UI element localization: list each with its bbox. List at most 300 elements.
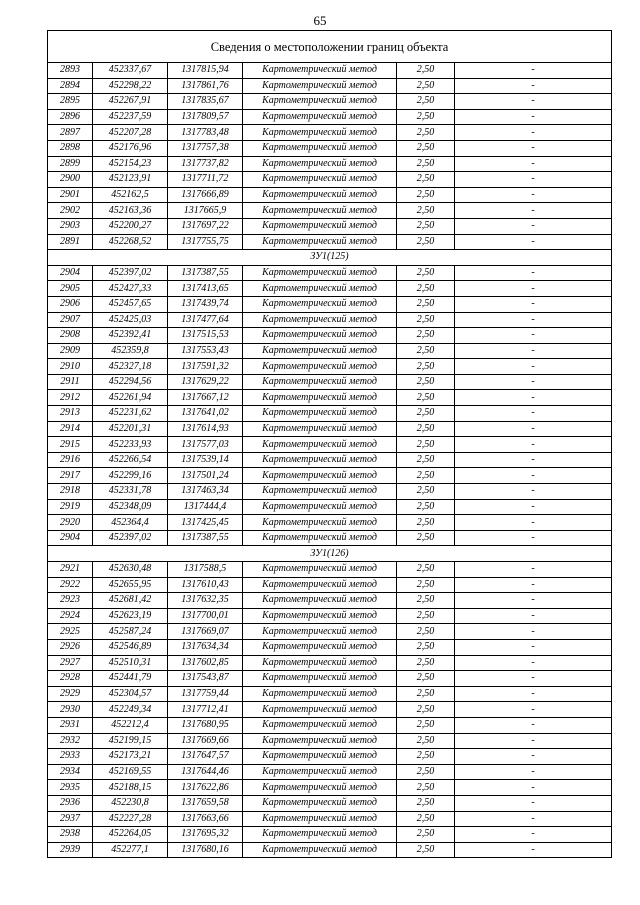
point-number-cell: 2939 <box>48 842 93 858</box>
x-coordinate-cell: 452331,78 <box>93 484 168 500</box>
method-cell: Картометрический метод <box>243 484 397 500</box>
point-number-cell: 2904 <box>48 530 93 546</box>
point-number-cell: 2923 <box>48 593 93 609</box>
description-cell: - <box>455 374 612 390</box>
y-coordinate-cell: 1317815,94 <box>168 63 243 79</box>
y-coordinate-cell: 1317577,03 <box>168 437 243 453</box>
description-cell: - <box>455 499 612 515</box>
page-number: 65 <box>313 13 327 28</box>
point-number-cell: 2916 <box>48 452 93 468</box>
x-coordinate-cell: 452304,57 <box>93 686 168 702</box>
method-cell: Картометрический метод <box>243 437 397 453</box>
method-cell: Картометрический метод <box>243 234 397 250</box>
point-number-cell: 2924 <box>48 608 93 624</box>
method-cell: Картометрический метод <box>243 749 397 765</box>
accuracy-cell: 2,50 <box>397 749 455 765</box>
table-row <box>48 468 612 484</box>
method-cell: Картометрический метод <box>243 515 397 531</box>
point-number-cell: 2893 <box>48 63 93 79</box>
y-coordinate-cell: 1317809,57 <box>168 109 243 125</box>
method-cell: Картометрический метод <box>243 811 397 827</box>
x-coordinate-cell: 452348,09 <box>93 499 168 515</box>
table-row <box>48 655 612 671</box>
description-cell: - <box>455 655 612 671</box>
description-cell: - <box>455 94 612 110</box>
y-coordinate-cell: 1317700,01 <box>168 608 243 624</box>
x-coordinate-cell: 452163,36 <box>93 203 168 219</box>
accuracy-cell: 2,50 <box>397 78 455 94</box>
point-number-cell: 2911 <box>48 374 93 390</box>
accuracy-cell: 2,50 <box>397 359 455 375</box>
y-coordinate-cell: 1317622,86 <box>168 780 243 796</box>
y-coordinate-cell: 1317737,82 <box>168 156 243 172</box>
description-cell: - <box>455 296 612 312</box>
point-number-cell: 2931 <box>48 717 93 733</box>
description-cell: - <box>455 203 612 219</box>
y-coordinate-cell: 1317463,34 <box>168 484 243 500</box>
table-row <box>48 827 612 843</box>
accuracy-cell: 2,50 <box>397 218 455 234</box>
accuracy-cell: 2,50 <box>397 795 455 811</box>
table-row <box>48 811 612 827</box>
description-cell: - <box>455 187 612 203</box>
method-cell: Картометрический метод <box>243 312 397 328</box>
point-number-cell: 2920 <box>48 515 93 531</box>
x-coordinate-cell: 452277,1 <box>93 842 168 858</box>
x-coordinate-cell: 452173,21 <box>93 749 168 765</box>
x-coordinate-cell: 452630,48 <box>93 562 168 578</box>
method-cell: Картометрический метод <box>243 125 397 141</box>
accuracy-cell: 2,50 <box>397 296 455 312</box>
x-coordinate-cell: 452162,5 <box>93 187 168 203</box>
table-row <box>48 749 612 765</box>
x-coordinate-cell: 452425,03 <box>93 312 168 328</box>
table-title: Сведения о местоположении границ объекта <box>48 31 612 63</box>
description-cell: - <box>455 359 612 375</box>
x-coordinate-cell: 452261,94 <box>93 390 168 406</box>
accuracy-cell: 2,50 <box>397 328 455 344</box>
x-coordinate-cell: 452397,02 <box>93 530 168 546</box>
table-row <box>48 140 612 156</box>
x-coordinate-cell: 452207,28 <box>93 125 168 141</box>
x-coordinate-cell: 452327,18 <box>93 359 168 375</box>
accuracy-cell: 2,50 <box>397 577 455 593</box>
point-number-cell: 2938 <box>48 827 93 843</box>
accuracy-cell: 2,50 <box>397 686 455 702</box>
x-coordinate-cell: 452154,23 <box>93 156 168 172</box>
method-cell: Картометрический метод <box>243 671 397 687</box>
table-row <box>48 421 612 437</box>
y-coordinate-cell: 1317667,12 <box>168 390 243 406</box>
table-row <box>48 639 612 655</box>
point-number-cell: 2929 <box>48 686 93 702</box>
description-cell: - <box>455 218 612 234</box>
y-coordinate-cell: 1317501,24 <box>168 468 243 484</box>
method-cell: Картометрический метод <box>243 686 397 702</box>
y-coordinate-cell: 1317387,55 <box>168 265 243 281</box>
table-row <box>48 156 612 172</box>
accuracy-cell: 2,50 <box>397 390 455 406</box>
table-row <box>48 608 612 624</box>
table-row <box>48 374 612 390</box>
x-coordinate-cell: 452227,28 <box>93 811 168 827</box>
description-cell: - <box>455 795 612 811</box>
point-number-cell: 2936 <box>48 795 93 811</box>
method-cell: Картометрический метод <box>243 468 397 484</box>
y-coordinate-cell: 1317759,44 <box>168 686 243 702</box>
accuracy-cell: 2,50 <box>397 562 455 578</box>
x-coordinate-cell: 452681,42 <box>93 593 168 609</box>
section-label: ЗУ1(125) <box>48 250 612 266</box>
point-number-cell: 2922 <box>48 577 93 593</box>
description-cell: - <box>455 608 612 624</box>
x-coordinate-cell: 452169,55 <box>93 764 168 780</box>
point-number-cell: 2935 <box>48 780 93 796</box>
y-coordinate-cell: 1317515,53 <box>168 328 243 344</box>
method-cell: Картометрический метод <box>243 764 397 780</box>
table-row <box>48 234 612 250</box>
x-coordinate-cell: 452397,02 <box>93 265 168 281</box>
table-row <box>48 328 612 344</box>
table-row <box>48 296 612 312</box>
point-number-cell: 2895 <box>48 94 93 110</box>
y-coordinate-cell: 1317634,34 <box>168 639 243 655</box>
method-cell: Картометрический метод <box>243 374 397 390</box>
accuracy-cell: 2,50 <box>397 125 455 141</box>
x-coordinate-cell: 452176,96 <box>93 140 168 156</box>
description-cell: - <box>455 780 612 796</box>
table-row <box>48 624 612 640</box>
method-cell: Картометрический метод <box>243 452 397 468</box>
description-cell: - <box>455 281 612 297</box>
point-number-cell: 2925 <box>48 624 93 640</box>
accuracy-cell: 2,50 <box>397 842 455 858</box>
point-number-cell: 2898 <box>48 140 93 156</box>
accuracy-cell: 2,50 <box>397 172 455 188</box>
table-row <box>48 125 612 141</box>
x-coordinate-cell: 452546,89 <box>93 639 168 655</box>
y-coordinate-cell: 1317861,76 <box>168 78 243 94</box>
x-coordinate-cell: 452299,16 <box>93 468 168 484</box>
accuracy-cell: 2,50 <box>397 421 455 437</box>
y-coordinate-cell: 1317641,02 <box>168 406 243 422</box>
description-cell: - <box>455 717 612 733</box>
description-cell: - <box>455 312 612 328</box>
description-cell: - <box>455 63 612 79</box>
table-row <box>48 452 612 468</box>
method-cell: Картометрический метод <box>243 140 397 156</box>
y-coordinate-cell: 1317477,64 <box>168 312 243 328</box>
x-coordinate-cell: 452237,59 <box>93 109 168 125</box>
point-number-cell: 2909 <box>48 343 93 359</box>
accuracy-cell: 2,50 <box>397 406 455 422</box>
table-row <box>48 187 612 203</box>
method-cell: Картометрический метод <box>243 593 397 609</box>
method-cell: Картометрический метод <box>243 359 397 375</box>
x-coordinate-cell: 452249,34 <box>93 702 168 718</box>
description-cell: - <box>455 733 612 749</box>
x-coordinate-cell: 452337,67 <box>93 63 168 79</box>
point-number-cell: 2915 <box>48 437 93 453</box>
accuracy-cell: 2,50 <box>397 63 455 79</box>
table-row <box>48 686 612 702</box>
accuracy-cell: 2,50 <box>397 140 455 156</box>
method-cell: Картометрический метод <box>243 390 397 406</box>
method-cell: Картометрический метод <box>243 218 397 234</box>
point-number-cell: 2932 <box>48 733 93 749</box>
x-coordinate-cell: 452123,91 <box>93 172 168 188</box>
description-cell: - <box>455 639 612 655</box>
y-coordinate-cell: 1317669,66 <box>168 733 243 749</box>
table-row <box>48 406 612 422</box>
point-number-cell: 2914 <box>48 421 93 437</box>
description-cell: - <box>455 827 612 843</box>
x-coordinate-cell: 452199,15 <box>93 733 168 749</box>
method-cell: Картометрический метод <box>243 499 397 515</box>
table-row <box>48 671 612 687</box>
table-row <box>48 764 612 780</box>
x-coordinate-cell: 452392,41 <box>93 328 168 344</box>
table-row <box>48 499 612 515</box>
method-cell: Картометрический метод <box>243 156 397 172</box>
y-coordinate-cell: 1317614,93 <box>168 421 243 437</box>
y-coordinate-cell: 1317543,87 <box>168 671 243 687</box>
point-number-cell: 2930 <box>48 702 93 718</box>
point-number-cell: 2906 <box>48 296 93 312</box>
point-number-cell: 2901 <box>48 187 93 203</box>
accuracy-cell: 2,50 <box>397 780 455 796</box>
point-number-cell: 2900 <box>48 172 93 188</box>
accuracy-cell: 2,50 <box>397 374 455 390</box>
section-header-row <box>48 250 612 266</box>
description-cell: - <box>455 421 612 437</box>
accuracy-cell: 2,50 <box>397 499 455 515</box>
accuracy-cell: 2,50 <box>397 437 455 453</box>
point-number-cell: 2928 <box>48 671 93 687</box>
point-number-cell: 2891 <box>48 234 93 250</box>
point-number-cell: 2927 <box>48 655 93 671</box>
y-coordinate-cell: 1317666,89 <box>168 187 243 203</box>
x-coordinate-cell: 452294,56 <box>93 374 168 390</box>
description-cell: - <box>455 842 612 858</box>
y-coordinate-cell: 1317644,46 <box>168 764 243 780</box>
y-coordinate-cell: 1317425,45 <box>168 515 243 531</box>
point-number-cell: 2937 <box>48 811 93 827</box>
accuracy-cell: 2,50 <box>397 608 455 624</box>
method-cell: Картометрический метод <box>243 78 397 94</box>
description-cell: - <box>455 140 612 156</box>
y-coordinate-cell: 1317632,35 <box>168 593 243 609</box>
accuracy-cell: 2,50 <box>397 312 455 328</box>
point-number-cell: 2933 <box>48 749 93 765</box>
description-cell: - <box>455 515 612 531</box>
description-cell: - <box>455 686 612 702</box>
description-cell: - <box>455 577 612 593</box>
accuracy-cell: 2,50 <box>397 655 455 671</box>
description-cell: - <box>455 172 612 188</box>
table-row <box>48 203 612 219</box>
method-cell: Картометрический метод <box>243 406 397 422</box>
y-coordinate-cell: 1317712,41 <box>168 702 243 718</box>
description-cell: - <box>455 468 612 484</box>
description-cell: - <box>455 328 612 344</box>
x-coordinate-cell: 452231,62 <box>93 406 168 422</box>
table-row <box>48 515 612 531</box>
table-row <box>48 484 612 500</box>
description-cell: - <box>455 109 612 125</box>
method-cell: Картометрический метод <box>243 577 397 593</box>
x-coordinate-cell: 452359,8 <box>93 343 168 359</box>
accuracy-cell: 2,50 <box>397 265 455 281</box>
accuracy-cell: 2,50 <box>397 702 455 718</box>
description-cell: - <box>455 265 612 281</box>
accuracy-cell: 2,50 <box>397 624 455 640</box>
x-coordinate-cell: 452266,54 <box>93 452 168 468</box>
method-cell: Картометрический метод <box>243 780 397 796</box>
accuracy-cell: 2,50 <box>397 281 455 297</box>
description-cell: - <box>455 530 612 546</box>
table-row <box>48 717 612 733</box>
point-number-cell: 2903 <box>48 218 93 234</box>
point-number-cell: 2918 <box>48 484 93 500</box>
description-cell: - <box>455 671 612 687</box>
description-cell: - <box>455 437 612 453</box>
table-row <box>48 562 612 578</box>
accuracy-cell: 2,50 <box>397 468 455 484</box>
accuracy-cell: 2,50 <box>397 530 455 546</box>
description-cell: - <box>455 702 612 718</box>
y-coordinate-cell: 1317757,38 <box>168 140 243 156</box>
table-row <box>48 842 612 858</box>
method-cell: Картометрический метод <box>243 733 397 749</box>
x-coordinate-cell: 452212,4 <box>93 717 168 733</box>
description-cell: - <box>455 811 612 827</box>
method-cell: Картометрический метод <box>243 702 397 718</box>
description-cell: - <box>455 343 612 359</box>
table-row <box>48 390 612 406</box>
point-number-cell: 2897 <box>48 125 93 141</box>
table-row <box>48 733 612 749</box>
accuracy-cell: 2,50 <box>397 717 455 733</box>
accuracy-cell: 2,50 <box>397 203 455 219</box>
section-label: ЗУ1(126) <box>48 546 612 562</box>
method-cell: Картометрический метод <box>243 203 397 219</box>
x-coordinate-cell: 452188,15 <box>93 780 168 796</box>
point-number-cell: 2912 <box>48 390 93 406</box>
point-number-cell: 2896 <box>48 109 93 125</box>
description-cell: - <box>455 624 612 640</box>
point-number-cell: 2913 <box>48 406 93 422</box>
y-coordinate-cell: 1317680,16 <box>168 842 243 858</box>
y-coordinate-cell: 1317444,4 <box>168 499 243 515</box>
method-cell: Картометрический метод <box>243 639 397 655</box>
y-coordinate-cell: 1317755,75 <box>168 234 243 250</box>
x-coordinate-cell: 452298,22 <box>93 78 168 94</box>
description-cell: - <box>455 406 612 422</box>
y-coordinate-cell: 1317553,43 <box>168 343 243 359</box>
point-number-cell: 2910 <box>48 359 93 375</box>
point-number-cell: 2908 <box>48 328 93 344</box>
description-cell: - <box>455 593 612 609</box>
section-header-row <box>48 546 612 562</box>
accuracy-cell: 2,50 <box>397 593 455 609</box>
method-cell: Картометрический метод <box>243 328 397 344</box>
x-coordinate-cell: 452623,19 <box>93 608 168 624</box>
table-row <box>48 702 612 718</box>
method-cell: Картометрический метод <box>243 795 397 811</box>
x-coordinate-cell: 452233,93 <box>93 437 168 453</box>
table-row <box>48 109 612 125</box>
y-coordinate-cell: 1317610,43 <box>168 577 243 593</box>
table-row <box>48 63 612 79</box>
table-row <box>48 359 612 375</box>
method-cell: Картометрический метод <box>243 109 397 125</box>
method-cell: Картометрический метод <box>243 63 397 79</box>
table-row <box>48 530 612 546</box>
method-cell: Картометрический метод <box>243 265 397 281</box>
y-coordinate-cell: 1317591,32 <box>168 359 243 375</box>
table-row <box>48 172 612 188</box>
table-row <box>48 577 612 593</box>
accuracy-cell: 2,50 <box>397 764 455 780</box>
x-coordinate-cell: 452587,24 <box>93 624 168 640</box>
table-row <box>48 312 612 328</box>
x-coordinate-cell: 452201,31 <box>93 421 168 437</box>
y-coordinate-cell: 1317669,07 <box>168 624 243 640</box>
method-cell: Картометрический метод <box>243 187 397 203</box>
method-cell: Картометрический метод <box>243 562 397 578</box>
description-cell: - <box>455 484 612 500</box>
point-number-cell: 2926 <box>48 639 93 655</box>
accuracy-cell: 2,50 <box>397 187 455 203</box>
table-row <box>48 343 612 359</box>
point-number-cell: 2919 <box>48 499 93 515</box>
accuracy-cell: 2,50 <box>397 109 455 125</box>
y-coordinate-cell: 1317680,95 <box>168 717 243 733</box>
point-number-cell: 2917 <box>48 468 93 484</box>
y-coordinate-cell: 1317439,74 <box>168 296 243 312</box>
x-coordinate-cell: 452268,52 <box>93 234 168 250</box>
table-row <box>48 281 612 297</box>
x-coordinate-cell: 452441,79 <box>93 671 168 687</box>
description-cell: - <box>455 452 612 468</box>
point-number-cell: 2899 <box>48 156 93 172</box>
accuracy-cell: 2,50 <box>397 484 455 500</box>
y-coordinate-cell: 1317413,65 <box>168 281 243 297</box>
description-cell: - <box>455 562 612 578</box>
method-cell: Картометрический метод <box>243 172 397 188</box>
x-coordinate-cell: 452655,95 <box>93 577 168 593</box>
table-row <box>48 94 612 110</box>
description-cell: - <box>455 125 612 141</box>
point-number-cell: 2921 <box>48 562 93 578</box>
x-coordinate-cell: 452267,91 <box>93 94 168 110</box>
description-cell: - <box>455 234 612 250</box>
method-cell: Картометрический метод <box>243 842 397 858</box>
method-cell: Картометрический метод <box>243 827 397 843</box>
method-cell: Картометрический метод <box>243 624 397 640</box>
table-title-row <box>48 31 612 63</box>
point-number-cell: 2905 <box>48 281 93 297</box>
y-coordinate-cell: 1317588,5 <box>168 562 243 578</box>
boundary-coordinates-table <box>47 30 612 858</box>
accuracy-cell: 2,50 <box>397 94 455 110</box>
table-row <box>48 218 612 234</box>
y-coordinate-cell: 1317387,55 <box>168 530 243 546</box>
x-coordinate-cell: 452427,33 <box>93 281 168 297</box>
point-number-cell: 2902 <box>48 203 93 219</box>
y-coordinate-cell: 1317783,48 <box>168 125 243 141</box>
